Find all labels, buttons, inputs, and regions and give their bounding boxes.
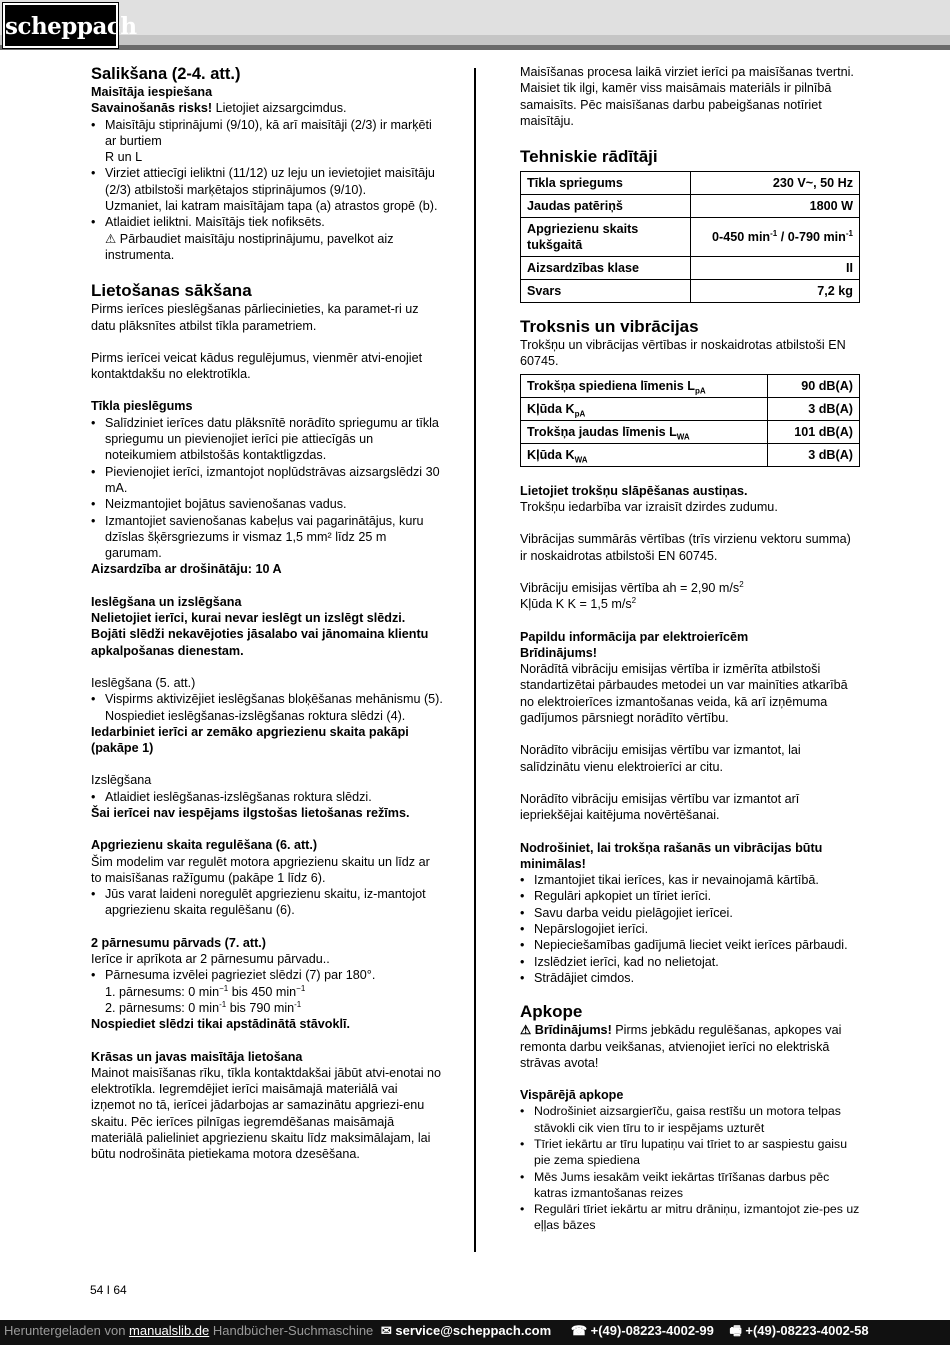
startup-paragraph-2: Pirms ierīcei veicat kādus regulējumus, vienmēr atvi-enojiet kontaktdakšu no elektrotīkla. — [91, 350, 423, 382]
table-row — [521, 218, 860, 257]
onoff-title: Ieslēgšana un izslēgšana — [91, 594, 242, 609]
info-warning: Brīdinājums! — [520, 645, 597, 660]
paint-paragraph: Mainot maisīšanas rīku, tīkla kontaktdakšai jābūt atvi-enotai no elektrotīkla. Iegremdējiet ierīci maisāmajā materiālā vai izņemot no tā, ierīcei jādarbojas ar samazinātu apgriezi-enu skaitu. Pēc ierīces pilnīgas iegremdēšanas maisāmajā materiālā palieliniet apgriezienu skaitu līdz maksimālajam, lai būtu nodrošināta pietiekama motora dzesēšana. — [91, 1065, 442, 1162]
noise-title: Troksnis un vibrācijas — [520, 317, 699, 337]
list-item: • Nepārslogojiet ierīci. — [520, 921, 860, 937]
list-item: • Atlaidiet ieslēgšanas-izslēgšanas roktura slēdzi. — [91, 789, 443, 805]
gear-list — [91, 967, 443, 983]
list-item: • Izmantojiet savienošanas kabeļus vai pagarinātājus, kuru dzīslas šķērsgriezums ir vismaz 1,5 mm² līdz 25 m garumam. — [91, 513, 443, 562]
info-paragraph-2: Norādīto vibrāciju emisijas vērtību var izmantot, lai salīdzinātu vienu elektroierīci ar citu. — [520, 743, 801, 774]
ear-protection: Lietojiet trokšņu slāpēšanas austiņas. — [520, 483, 748, 498]
page-number: 54 I 64 — [90, 1283, 127, 1297]
speed-title: Apgriezienu skaita regulēšana (6. att.) — [91, 838, 318, 853]
mains-title: Tīkla pieslēgums — [91, 399, 193, 414]
minimize-list — [520, 872, 860, 986]
list-item: • Tīriet iekārtu ar tīru lupatiņu vai tīriet to ar saspiestu gaisu pie zema spiediena — [520, 1136, 860, 1169]
on-bold-note: Iedarbiniet ierīci ar zemāko apgriezienu skaita pakāpi (pakāpe 1) — [91, 724, 409, 756]
noise-table — [520, 374, 860, 467]
minimize-title: Nodrošiniet, lai trokšņa rašanās un vibrācijas būtu minimālas! — [520, 840, 823, 871]
table-cell: Trokšņa spiediena līmenis $L_{pA}$ — [521, 374, 768, 397]
table-row — [521, 280, 860, 303]
list-item: • Strādājiet cimdos. — [520, 970, 860, 986]
injury-warning: Savainošanās risks! Lietojiet aizsargcimdus. — [91, 101, 347, 116]
list-item: • Maisītāju stiprinājumi (9/10), kā arī maisītāji (2/3) ir marķēti ar burtiem R un L — [91, 117, 443, 166]
table-cell: 7,2 kg — [691, 280, 860, 303]
list-item: • Nodrošiniet aizsargierīču, gaisa restīšu un motora telpas stāvokli cik vien tīru to ir iespējams uzturēt — [520, 1103, 860, 1136]
list-item: • Pievienojiet ierīci, izmantojot noplūdstrāvas aizsargslēdzi 30 mA. — [91, 464, 443, 497]
list-item: • Mēs Jums iesakām veikt iekārtas tīrīšanas darbus pēc katras izmantošanas reizes — [520, 1169, 860, 1202]
list-item: • Savu darba veidu pielāgojiet ierīcei. — [520, 905, 860, 921]
on-label: Ieslēgšana (5. att.) — [91, 675, 196, 690]
table-cell: II — [691, 257, 860, 280]
column-divider — [474, 68, 476, 1252]
table-row — [521, 443, 860, 466]
list-item: • Virziet attiecīgi ieliktni (11/12) uz leju un ievietojiet maisītāju (2/3) atbilstoši marķētajos stiprinājumos (9/10). Uzmaniet, lai katram maisītājam tapa (a) atrastos gropē (b). — [91, 165, 443, 214]
left-column — [91, 64, 443, 1163]
startup-title: Lietošanas sākšana — [91, 281, 252, 301]
list-item: • Regulāri apkopiet un tīriet ierīci. — [520, 888, 860, 904]
off-bold-note: Šai ierīcei nav iespējams ilgstošas lietošanas režīms. — [91, 805, 410, 820]
intro-paragraph: Maisīšanas procesa laikā virziet ierīci pa maisīšanas tvertni. Maisiet tik ilgi, kamēr viss maisāmais materiāls ir pilnībā samaisīts. Pēc maisīšanas darbu pabeigšanas notīriet maisītāju. — [520, 65, 854, 128]
general-title: Vispārējā apkope — [520, 1088, 624, 1103]
table-cell: Apgriezienu skaits tukšgaitā — [521, 218, 691, 257]
vibration-error: Kļūda K K = 1,5 $m/s^2$ — [520, 596, 637, 612]
table-cell: 90 dB(A) — [767, 374, 859, 397]
list-item: • Pārnesuma izvēlei pagrieziet slēdzi (7) par 180°. — [91, 967, 443, 983]
list-item: • Izmantojiet tikai ierīces, kas ir nevainojamā kārtībā. — [520, 872, 860, 888]
general-list — [520, 1103, 860, 1233]
table-cell: Jaudas patēriņš — [521, 195, 691, 218]
info-paragraph-3: Norādīto vibrāciju emisijas vērtību var izmantot arī iepriekšējai kaitējuma novērtēšanai. — [520, 791, 800, 823]
table-cell: Svars — [521, 280, 691, 303]
mixer-insert-heading: Maisītāja iespiešana — [91, 85, 213, 99]
list-item: • Atlaidiet ieliktni. Maisītājs tiek nofiksēts. ⚠ Pārbaudiet maisītāju nostiprinājumu, pavelkot aiz instrumenta. — [91, 214, 443, 263]
fuse-text: Aizsardzība ar drošinātāju: 10 A — [91, 562, 282, 577]
service-phone: ☎ +(49)-08223-4002-99 — [570, 1323, 714, 1338]
table-row — [521, 195, 860, 218]
table-cell: Kļūda $K_{WA}$ — [521, 443, 768, 466]
download-bar — [0, 1320, 950, 1345]
table-row — [521, 374, 860, 397]
off-label: Izslēgšana — [91, 773, 152, 788]
gear-bold-note: Nospiediet slēdzi tikai apstādinātā stāvoklī. — [91, 1017, 350, 1032]
ear-paragraph: Trokšņu iedarbība var izraisīt dzirdes zudumu. — [520, 500, 778, 515]
table-row — [521, 257, 860, 280]
table-cell: 230 V~, 50 Hz — [691, 172, 860, 195]
paint-title: Krāsas un javas maisītāja lietošana — [91, 1049, 303, 1064]
download-suffix: Handbücher-Suchmaschine — [209, 1323, 374, 1338]
list-item: • Izslēdziet ierīci, kad no nelietojat. — [520, 954, 860, 970]
assembly-title: Salikšana (2-4. att.) — [91, 65, 241, 83]
noise-paragraph: Trokšņu un vibrācijas vērtības ir noskaidrotas atbilstoši EN 60745. — [520, 338, 846, 369]
list-item: • Vispirms aktivizējiet ieslēgšanas bloķēšanas mehānismu (5). Nospiediet ieslēgšanas-izslēgšanas roktura slēdzi (4). — [91, 691, 443, 724]
maintenance-warning: ⚠ Brīdinājums! Pirms jebkādu regulēšanas, apkopes vai remonta darbu veikšanas, atvienojiet ierīci no elektriskā strāvas avota! — [520, 1023, 842, 1070]
table-cell: Trokšņa jaudas līmenis $L_{WA}$ — [521, 420, 768, 443]
table-cell: 3 dB(A) — [767, 397, 859, 420]
table-cell: 0-450 $\min^{-1} / 0-790$ $\min^{-1}$ — [691, 218, 860, 257]
table-cell: Tīkla spriegums — [521, 172, 691, 195]
assembly-list — [91, 117, 443, 264]
list-item: • Jūs varat laideni noregulēt apgriezienu skaitu, iz-mantojot apgriezienu skaita regulēšanu (6). — [91, 886, 443, 919]
table-cell: 3 dB(A) — [767, 443, 859, 466]
list-item: • Nepieciešamības gadījumā lieciet veikt ierīces pārbaudi. — [520, 937, 860, 953]
table-cell: 1800 W — [691, 195, 860, 218]
manualslib-link[interactable]: manualslib.de — [129, 1323, 210, 1338]
maintenance-title: Apkope — [520, 1002, 583, 1022]
vibration-value: Vibrāciju emisijas vērtība ah = 2,90 $m/s^2$ — [520, 579, 744, 595]
speed-paragraph: Šim modelim var regulēt motora apgriezienu skaitu un līdz ar to maisīšanas ražīgumu (pakāpe 1 līdz 6). — [91, 854, 430, 885]
list-item: • Neizmantojiet bojātus savienošanas vadus. — [91, 496, 443, 512]
list-item: • Salīdziniet ierīces datu plāksnītē norādīto spriegumu ar tīkla spriegumu un pievienojiet ierīci pie attiecīgās un noteikumiem atbilstošās kontaktligzdas. — [91, 415, 443, 464]
mains-list — [91, 415, 443, 562]
download-prefix: Heruntergeladen von — [4, 1323, 130, 1338]
header-bar — [0, 0, 950, 50]
gear-title: 2 pārnesumu pārvads (7. att.) — [91, 935, 266, 950]
service-fax: 🖷 +(49)-08223-4002-58 — [729, 1323, 869, 1338]
gear-2: 2. pārnesums: 0 $\min^{-1}$ bis 790 $\min^{-1}$ — [105, 999, 302, 1015]
onoff-warning: Nelietojiet ierīci, kurai nevar ieslēgt un izslēgt slēdzi. Bojāti slēdži nekavējoties jāsalabo vai jānomaina klientu apkalpošanas dienestam. — [91, 611, 429, 658]
list-item: • Regulāri tīriet iekārtu ar mitru drāniņu, izmantojot zie-pes uz eļļas bāzes — [520, 1201, 860, 1234]
service-email[interactable]: ✉ service@scheppach.com — [380, 1323, 552, 1338]
table-cell: Aizsardzības klase — [521, 257, 691, 280]
off-list — [91, 789, 443, 805]
table-cell: 101 dB(A) — [767, 420, 859, 443]
gear-paragraph: Ierīce ir aprīkota ar 2 pārnesumu pārvadu.. — [91, 952, 330, 967]
table-row — [521, 397, 860, 420]
scheppach-logo: scheppach — [3, 3, 118, 48]
tech-table — [520, 171, 860, 303]
tech-title: Tehniskie rādītāji — [520, 147, 658, 167]
table-row — [521, 172, 860, 195]
right-column — [520, 64, 860, 1234]
on-list — [91, 691, 443, 724]
info-title: Papildu informācija par elektroierīcēm — [520, 629, 749, 644]
speed-list — [91, 886, 443, 919]
vibration-paragraph: Vibrācijas summārās vērtības (trīs virzienu vektoru summa) ir noskaidrotas atbilstoši EN 60745. — [520, 532, 851, 563]
header-accent — [0, 35, 950, 45]
info-paragraph-1: Norādītā vibrāciju emisijas vērtība ir izmērīta atbilstoši standartizētai pārbaudes metodei un var mainīties atkarībā no elektroierīces izmantošanas veida, kā arī izņēmuma gadījumos pārsniegt norādīto vērtību. — [520, 662, 848, 726]
table-cell: Kļūda $K_{pA}$ — [521, 397, 768, 420]
startup-paragraph-1: Pirms ierīces pieslēgšanas pārliecinieties, ka paramet-ri uz datu plāksnītes atbilst tīkla parametriem. — [91, 302, 419, 333]
table-row — [521, 420, 860, 443]
gear-1: 1. pārnesums: 0 $\min^{-1}$ bis 450 $\min^{-1}$ — [105, 983, 306, 999]
